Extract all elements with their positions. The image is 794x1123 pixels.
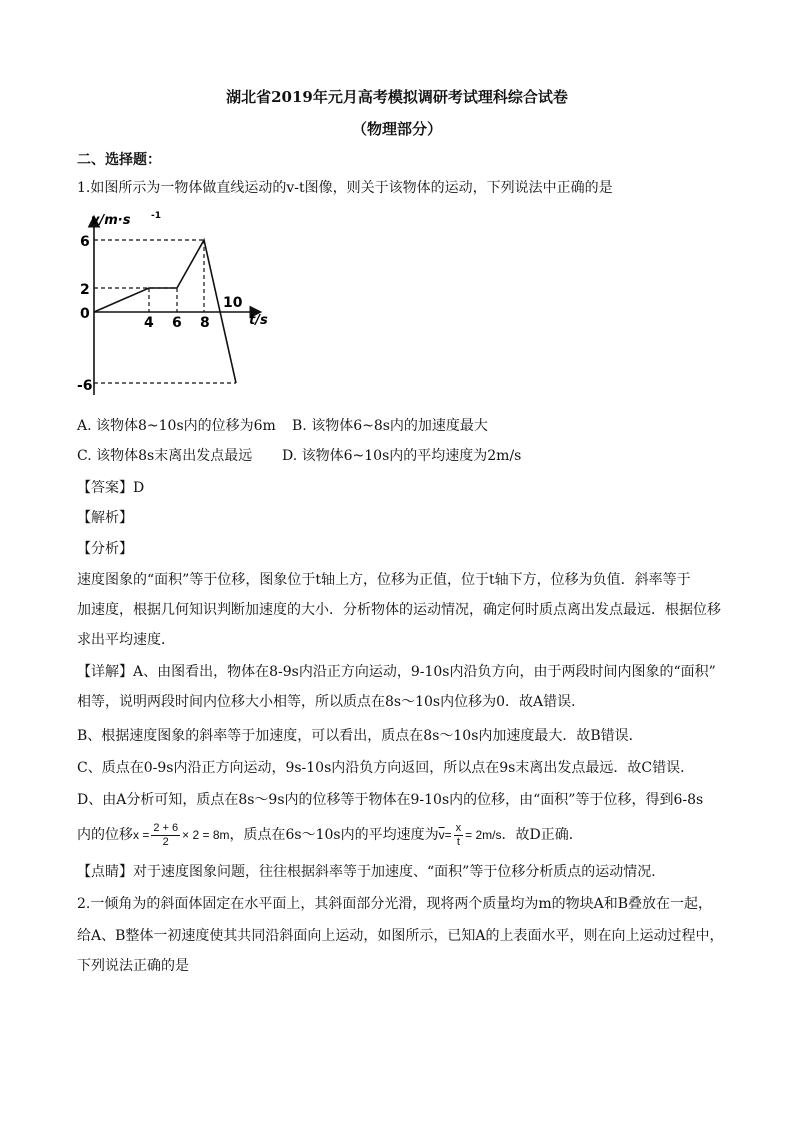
y-tick-6: 6 (80, 234, 90, 250)
y-axis-label-sup: -1 (151, 211, 161, 221)
formula1-denominator: 2 (162, 835, 169, 848)
formula1-fraction (151, 822, 180, 849)
formula2-numerator: x (455, 821, 462, 834)
formula2-rhs: = 2m/s (465, 828, 502, 842)
formula2-eq: = (444, 828, 452, 842)
formula2-denominator: t (456, 835, 460, 848)
q1-detail-c: C、质点在0-9s内沿正方向运动，9s-10s内沿负方向返回，所以点在9s末离出发点最远．故C错误． (77, 760, 695, 776)
q1-detail-d2-suffix: ．故D正确． (501, 827, 583, 843)
formula2-v: $\overline{v}$ (438, 828, 445, 842)
question-1-stem: 1.如图所示为一物体做直线运动的v-t图像，则关于该物体的运动，下列说法中正确的是 (77, 180, 613, 196)
y-tick-neg6: -6 (77, 378, 93, 394)
q1-option-c-text: C. 该物体8s末离出发点最远 (77, 448, 253, 464)
q2-line-1: 2.一倾角为的斜面体固定在水平面上，其斜面部分光滑，现将两个质量均为m的物块A和B叠放在一起， (77, 896, 713, 912)
formula1-rhs: × 2 = 8m (182, 828, 230, 842)
q1-fenxi-heading: 【分析】 (77, 541, 133, 557)
formula2-fraction (454, 822, 464, 849)
formula1-numerator: 2 + 6 (153, 821, 179, 834)
x-tick-6: 6 (172, 315, 182, 331)
x-tick-10: 10 (223, 295, 243, 311)
q2-line-2: 给A、B整体一初速度使其共同沿斜面向上运动，如图所示，已知A的上表面水平，则在向上运动过程中， (77, 928, 724, 944)
q1-option-a-text: A. 该物体8~10s内的位移为6m (77, 418, 276, 434)
q1-option-c (77, 446, 727, 466)
q1-analysis-line-2: 加速度，根据几何知识判断加速度的大小．分析物体的运动情况，确定何时质点离出发点最远．根据位移 (77, 602, 721, 618)
y-axis-label: v/m·s (91, 213, 131, 228)
y-tick-0: 0 (80, 306, 90, 322)
q1-detail-line-1: 【详解】A、由图看出，物体在8-9s内沿正方向运动，9-10s内沿负方向，由于两段时间内图象的“面积” (77, 664, 716, 680)
section-heading: 二、选择题： (77, 152, 161, 168)
q1-option-a (77, 416, 727, 436)
q1-tip: 【点睛】对于速度图象问题，往往根据斜率等于加速度、“面积”等于位移分析质点的运动情况． (77, 864, 666, 880)
y-tick-2: 2 (80, 282, 90, 298)
q2-line-3: 下列说法正确的是 (77, 958, 189, 974)
page-subtitle: （物理部分） (351, 120, 442, 138)
q1-detail-d-line-2 (77, 820, 727, 850)
q1-detail-d2-prefix: 内的位移 (77, 827, 133, 843)
q1-jiexi-heading: 【解析】 (77, 510, 133, 526)
q1-detail-d2-middle: ，质点在6s～10s内的平均速度为 (229, 827, 439, 843)
q1-answer: 【答案】D (77, 480, 145, 496)
q1-analysis-line-1: 速度图象的“面积”等于位移，图象位于t轴上方，位移为正值，位于t轴下方，位移为负值．斜率等于 (77, 572, 691, 588)
formula1-lhs: x = (133, 828, 150, 842)
x-tick-8: 8 (200, 315, 210, 331)
q1-option-b-text: B. 该物体6~8s内的加速度最大 (292, 418, 488, 434)
q1-option-d-text: D. 该物体6~10s内的平均速度为2m/s (282, 448, 522, 464)
q1-detail-line-2: 相等，说明两段时间内位移大小相等，所以质点在8s～10s内位移为0．故A错误． (77, 694, 586, 710)
page-title: 湖北省2019年元月高考模拟调研考试理科综合试卷 (226, 88, 568, 106)
q1-detail-d-line-1: D、由A分析可知，质点在8s～9s内的位移等于物体在9-10s内的位移，由“面积”等于位移，得到6-8s (77, 792, 704, 808)
x-axis-label: t/s (249, 313, 268, 328)
vt-graph (77, 210, 277, 400)
q1-detail-b: B、根据速度图象的斜率等于加速度，可以看出，质点在8s～10s内加速度最大．故B错误． (77, 728, 643, 744)
x-tick-4: 4 (144, 315, 154, 331)
q1-analysis-line-3: 求出平均速度． (77, 632, 175, 648)
